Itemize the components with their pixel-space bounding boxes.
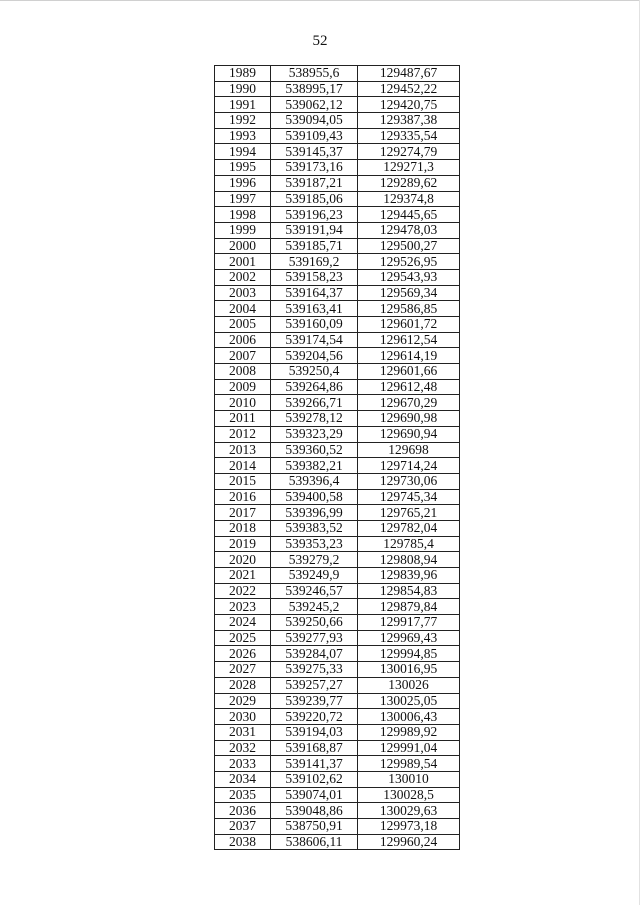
table-row — [215, 191, 460, 207]
point-number-cell: 2027 — [215, 662, 271, 678]
x-coordinate-cell: 539158,23 — [271, 269, 358, 285]
x-coordinate-cell: 539383,52 — [271, 520, 358, 536]
x-coordinate-cell: 539266,71 — [271, 395, 358, 411]
point-number-cell: 2011 — [215, 411, 271, 427]
coordinates-table-body — [215, 66, 460, 850]
point-number-cell: 1995 — [215, 160, 271, 176]
table-row — [215, 426, 460, 442]
table-row — [215, 269, 460, 285]
y-coordinate-cell: 130026 — [358, 677, 460, 693]
table-row — [215, 207, 460, 223]
y-coordinate-cell: 129879,84 — [358, 599, 460, 615]
table-row — [215, 568, 460, 584]
x-coordinate-cell: 539062,12 — [271, 97, 358, 113]
point-number-cell: 2025 — [215, 630, 271, 646]
table-row — [215, 395, 460, 411]
x-coordinate-cell: 539257,27 — [271, 677, 358, 693]
x-coordinate-cell: 539323,29 — [271, 426, 358, 442]
table-row — [215, 144, 460, 160]
table-row — [215, 771, 460, 787]
y-coordinate-cell: 129569,34 — [358, 285, 460, 301]
y-coordinate-cell: 129526,95 — [358, 254, 460, 270]
y-coordinate-cell: 129445,65 — [358, 207, 460, 223]
point-number-cell: 1998 — [215, 207, 271, 223]
x-coordinate-cell: 539094,05 — [271, 113, 358, 129]
x-coordinate-cell: 538606,11 — [271, 834, 358, 850]
y-coordinate-cell: 130006,43 — [358, 709, 460, 725]
point-number-cell: 2023 — [215, 599, 271, 615]
point-number-cell: 2001 — [215, 254, 271, 270]
table-row — [215, 520, 460, 536]
point-number-cell: 2013 — [215, 442, 271, 458]
y-coordinate-cell: 129289,62 — [358, 175, 460, 191]
y-coordinate-cell: 129690,94 — [358, 426, 460, 442]
table-row — [215, 254, 460, 270]
point-number-cell: 2038 — [215, 834, 271, 850]
scan-edge-top — [0, 0, 640, 1]
y-coordinate-cell: 129989,54 — [358, 756, 460, 772]
point-number-cell: 2033 — [215, 756, 271, 772]
point-number-cell: 2016 — [215, 489, 271, 505]
x-coordinate-cell: 539284,07 — [271, 646, 358, 662]
y-coordinate-cell: 129274,79 — [358, 144, 460, 160]
table-row — [215, 379, 460, 395]
y-coordinate-cell: 129374,8 — [358, 191, 460, 207]
y-coordinate-cell: 129500,27 — [358, 238, 460, 254]
table-row — [215, 709, 460, 725]
point-number-cell: 2022 — [215, 583, 271, 599]
y-coordinate-cell: 129765,21 — [358, 505, 460, 521]
point-number-cell: 2018 — [215, 520, 271, 536]
table-row — [215, 803, 460, 819]
y-coordinate-cell: 129612,54 — [358, 332, 460, 348]
table-row — [215, 819, 460, 835]
point-number-cell: 2035 — [215, 787, 271, 803]
y-coordinate-cell: 129969,43 — [358, 630, 460, 646]
point-number-cell: 2028 — [215, 677, 271, 693]
point-number-cell: 1992 — [215, 113, 271, 129]
table-row — [215, 756, 460, 772]
x-coordinate-cell: 539145,37 — [271, 144, 358, 160]
y-coordinate-cell: 129614,19 — [358, 348, 460, 364]
x-coordinate-cell: 539239,77 — [271, 693, 358, 709]
y-coordinate-cell: 129690,98 — [358, 411, 460, 427]
y-coordinate-cell: 129785,4 — [358, 536, 460, 552]
point-number-cell: 2019 — [215, 536, 271, 552]
y-coordinate-cell: 129335,54 — [358, 128, 460, 144]
point-number-cell: 2008 — [215, 364, 271, 380]
x-coordinate-cell: 538955,6 — [271, 66, 358, 82]
y-coordinate-cell: 130010 — [358, 771, 460, 787]
y-coordinate-cell: 129487,67 — [358, 66, 460, 82]
x-coordinate-cell: 539275,33 — [271, 662, 358, 678]
point-number-cell: 2007 — [215, 348, 271, 364]
x-coordinate-cell: 539353,23 — [271, 536, 358, 552]
x-coordinate-cell: 539204,56 — [271, 348, 358, 364]
y-coordinate-cell: 130028,5 — [358, 787, 460, 803]
x-coordinate-cell: 539185,06 — [271, 191, 358, 207]
point-number-cell: 2034 — [215, 771, 271, 787]
point-number-cell: 2030 — [215, 709, 271, 725]
x-coordinate-cell: 539187,21 — [271, 175, 358, 191]
table-row — [215, 332, 460, 348]
table-row — [215, 285, 460, 301]
y-coordinate-cell: 129917,77 — [358, 615, 460, 631]
point-number-cell: 2037 — [215, 819, 271, 835]
x-coordinate-cell: 539185,71 — [271, 238, 358, 254]
point-number-cell: 1997 — [215, 191, 271, 207]
table-row — [215, 646, 460, 662]
table-row — [215, 442, 460, 458]
table-row — [215, 693, 460, 709]
table-row — [215, 662, 460, 678]
x-coordinate-cell: 539396,99 — [271, 505, 358, 521]
point-number-cell: 1999 — [215, 222, 271, 238]
point-number-cell: 2006 — [215, 332, 271, 348]
x-coordinate-cell: 539102,62 — [271, 771, 358, 787]
point-number-cell: 2014 — [215, 458, 271, 474]
y-coordinate-cell: 129994,85 — [358, 646, 460, 662]
y-coordinate-cell: 129420,75 — [358, 97, 460, 113]
y-coordinate-cell: 129612,48 — [358, 379, 460, 395]
y-coordinate-cell: 129601,72 — [358, 317, 460, 333]
x-coordinate-cell: 539169,2 — [271, 254, 358, 270]
y-coordinate-cell: 129714,24 — [358, 458, 460, 474]
point-number-cell: 2020 — [215, 552, 271, 568]
x-coordinate-cell: 539250,4 — [271, 364, 358, 380]
x-coordinate-cell: 539164,37 — [271, 285, 358, 301]
y-coordinate-cell: 129478,03 — [358, 222, 460, 238]
point-number-cell: 1993 — [215, 128, 271, 144]
point-number-cell: 2026 — [215, 646, 271, 662]
x-coordinate-cell: 538750,91 — [271, 819, 358, 835]
x-coordinate-cell: 539400,58 — [271, 489, 358, 505]
x-coordinate-cell: 539396,4 — [271, 473, 358, 489]
point-number-cell: 2031 — [215, 724, 271, 740]
x-coordinate-cell: 539264,86 — [271, 379, 358, 395]
point-number-cell: 2032 — [215, 740, 271, 756]
table-row — [215, 113, 460, 129]
point-number-cell: 2036 — [215, 803, 271, 819]
y-coordinate-cell: 130029,63 — [358, 803, 460, 819]
point-number-cell: 2005 — [215, 317, 271, 333]
x-coordinate-cell: 539245,2 — [271, 599, 358, 615]
point-number-cell: 2002 — [215, 269, 271, 285]
y-coordinate-cell: 129960,24 — [358, 834, 460, 850]
y-coordinate-cell: 130025,05 — [358, 693, 460, 709]
table-row — [215, 175, 460, 191]
table-row — [215, 348, 460, 364]
table-row — [215, 97, 460, 113]
table-row — [215, 724, 460, 740]
table-row — [215, 536, 460, 552]
point-number-cell: 1990 — [215, 81, 271, 97]
table-row — [215, 128, 460, 144]
coordinates-table — [214, 65, 460, 850]
y-coordinate-cell: 129973,18 — [358, 819, 460, 835]
y-coordinate-cell: 129271,3 — [358, 160, 460, 176]
y-coordinate-cell: 129586,85 — [358, 301, 460, 317]
x-coordinate-cell: 539168,87 — [271, 740, 358, 756]
y-coordinate-cell: 129782,04 — [358, 520, 460, 536]
point-number-cell: 1989 — [215, 66, 271, 82]
x-coordinate-cell: 539278,12 — [271, 411, 358, 427]
y-coordinate-cell: 129854,83 — [358, 583, 460, 599]
x-coordinate-cell: 539163,41 — [271, 301, 358, 317]
table-row — [215, 458, 460, 474]
y-coordinate-cell: 129808,94 — [358, 552, 460, 568]
x-coordinate-cell: 539249,9 — [271, 568, 358, 584]
point-number-cell: 2017 — [215, 505, 271, 521]
y-coordinate-cell: 129991,04 — [358, 740, 460, 756]
table-row — [215, 238, 460, 254]
x-coordinate-cell: 539250,66 — [271, 615, 358, 631]
point-number-cell: 2021 — [215, 568, 271, 584]
table-row — [215, 834, 460, 850]
point-number-cell: 2015 — [215, 473, 271, 489]
y-coordinate-cell: 129543,93 — [358, 269, 460, 285]
y-coordinate-cell: 129387,38 — [358, 113, 460, 129]
x-coordinate-cell: 539196,23 — [271, 207, 358, 223]
point-number-cell: 1996 — [215, 175, 271, 191]
x-coordinate-cell: 539048,86 — [271, 803, 358, 819]
page-number: 52 — [312, 33, 328, 49]
y-coordinate-cell: 130016,95 — [358, 662, 460, 678]
point-number-cell: 2010 — [215, 395, 271, 411]
table-row — [215, 364, 460, 380]
table-row — [215, 301, 460, 317]
point-number-cell: 2012 — [215, 426, 271, 442]
table-row — [215, 473, 460, 489]
table-row — [215, 66, 460, 82]
y-coordinate-cell: 129730,06 — [358, 473, 460, 489]
table-row — [215, 740, 460, 756]
x-coordinate-cell: 539191,94 — [271, 222, 358, 238]
y-coordinate-cell: 129452,22 — [358, 81, 460, 97]
y-coordinate-cell: 129839,96 — [358, 568, 460, 584]
x-coordinate-cell: 539109,43 — [271, 128, 358, 144]
x-coordinate-cell: 539074,01 — [271, 787, 358, 803]
table-row — [215, 505, 460, 521]
table-row — [215, 411, 460, 427]
x-coordinate-cell: 539194,03 — [271, 724, 358, 740]
point-number-cell: 2003 — [215, 285, 271, 301]
x-coordinate-cell: 539160,09 — [271, 317, 358, 333]
table-row — [215, 489, 460, 505]
table-row — [215, 599, 460, 615]
x-coordinate-cell: 539382,21 — [271, 458, 358, 474]
point-number-cell: 1991 — [215, 97, 271, 113]
y-coordinate-cell: 129601,66 — [358, 364, 460, 380]
point-number-cell: 1994 — [215, 144, 271, 160]
x-coordinate-cell: 539173,16 — [271, 160, 358, 176]
y-coordinate-cell: 129670,29 — [358, 395, 460, 411]
x-coordinate-cell: 539174,54 — [271, 332, 358, 348]
table-row — [215, 552, 460, 568]
x-coordinate-cell: 539141,37 — [271, 756, 358, 772]
y-coordinate-cell: 129745,34 — [358, 489, 460, 505]
table-row — [215, 81, 460, 97]
point-number-cell: 2004 — [215, 301, 271, 317]
table-row — [215, 222, 460, 238]
point-number-cell: 2024 — [215, 615, 271, 631]
table-row — [215, 160, 460, 176]
y-coordinate-cell: 129989,92 — [358, 724, 460, 740]
table-row — [215, 317, 460, 333]
x-coordinate-cell: 539360,52 — [271, 442, 358, 458]
point-number-cell: 2009 — [215, 379, 271, 395]
x-coordinate-cell: 538995,17 — [271, 81, 358, 97]
y-coordinate-cell: 129698 — [358, 442, 460, 458]
x-coordinate-cell: 539279,2 — [271, 552, 358, 568]
table-row — [215, 615, 460, 631]
point-number-cell: 2000 — [215, 238, 271, 254]
table-row — [215, 630, 460, 646]
table-row — [215, 787, 460, 803]
point-number-cell: 2029 — [215, 693, 271, 709]
x-coordinate-cell: 539220,72 — [271, 709, 358, 725]
table-row — [215, 677, 460, 693]
x-coordinate-cell: 539246,57 — [271, 583, 358, 599]
x-coordinate-cell: 539277,93 — [271, 630, 358, 646]
table-row — [215, 583, 460, 599]
